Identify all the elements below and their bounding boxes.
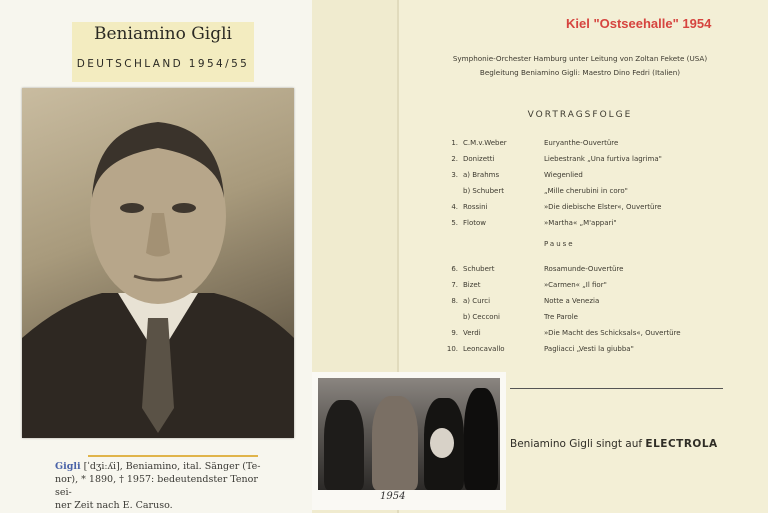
record-label-brand: ELECTROLA [645,438,718,450]
program-composer: Schubert [463,265,495,273]
program-composer: Donizetti [463,155,495,163]
accompaniment-line: Begleitung Beniamino Gigli: Maestro Dino Fedri (Italien) [479,68,681,77]
intermission-label: Pause [544,240,575,248]
divider-rule [510,388,723,389]
program-number: 6. [451,265,458,273]
program-number: 7. [451,281,458,289]
bio-line-1: [ˈdʒiːʎi], Beniamino, ital. Sänger (Te- [80,461,261,472]
program-number: 8. [451,297,458,305]
program-row [0,281,768,295]
bio-line-2: nor), * 1890, † 1957: bedeutendster Tenor sei- [55,474,258,498]
program-composer: a) Brahms [463,171,500,179]
bio-highlight-rule [88,455,258,457]
record-label-line [510,438,718,450]
program-row [0,297,768,311]
program-number: 10. [446,345,458,353]
program-work: »Martha« „M'appari" [544,219,617,227]
group-photo [318,378,500,490]
figure-man-left [324,400,364,490]
program-row [0,139,768,153]
program-subtitle: DEUTSCHLAND 1954/55 [76,58,250,70]
program-work: Pagliacci „Vesti la giubba" [544,345,634,353]
program-row [0,155,768,169]
flower-bouquet [430,428,454,458]
program-row [0,265,768,279]
program-work: „Mille cherubini in coro" [544,187,628,195]
program-work: »Die Macht des Schicksals«, Ouvertüre [544,329,681,337]
program-composer: b) Cecconi [463,313,500,321]
program-composer: C.M.v.Weber [463,139,507,147]
program-number: 1. [451,139,458,147]
program-composer: Bizet [463,281,481,289]
program-work: »Die diebische Elster«, Ouvertüre [544,203,662,211]
program-work: Rosamunde-Ouvertüre [544,265,624,273]
program-composer: Verdi [463,329,481,337]
figure-priest [372,396,418,490]
program-work: Notte a Venezia [544,297,600,305]
program-row [0,203,768,217]
program-row [0,345,768,359]
program-row [0,187,768,201]
program-work: Liebestrank „Una furtiva lagrima" [544,155,662,163]
program-work: Wiegenlied [544,171,583,179]
program-number: 4. [451,203,458,211]
program-row [0,313,768,327]
program-composer: a) Curci [463,297,491,305]
program-row [0,171,768,185]
program-number: 5. [451,219,458,227]
program-title: Beniamino Gigli [94,24,232,44]
record-label-prefix: Beniamino Gigli singt auf [510,438,646,450]
program-composer: Rossini [463,203,488,211]
program-number: 9. [451,329,458,337]
program-heading: VORTRAGSFOLGE [527,110,633,120]
program-work: »Carmen« „Il fior" [544,281,607,289]
program-composer: Leoncavallo [463,345,505,353]
program-row [0,219,768,233]
program-composer: Flotow [463,219,487,227]
photo-year-caption: 1954 [380,491,406,502]
figure-man-right [464,388,498,490]
program-number: 3. [451,171,458,179]
bio-text [55,460,265,512]
program-composer: b) Schubert [463,187,504,195]
program-number: 2. [451,155,458,163]
bio-line-3: ner Zeit nach E. Caruso. [55,500,173,511]
bio-name: Gigli [55,461,81,472]
orchestra-line: Symphonie-Orchester Hamburg unter Leitung von Zoltan Fekete (USA) [452,54,708,63]
program-work: Euryanthe-Ouvertüre [544,139,619,147]
event-title: Kiel "Ostseehalle" 1954 [566,16,712,31]
program-row [0,329,768,343]
program-work: Tre Parole [544,313,578,321]
